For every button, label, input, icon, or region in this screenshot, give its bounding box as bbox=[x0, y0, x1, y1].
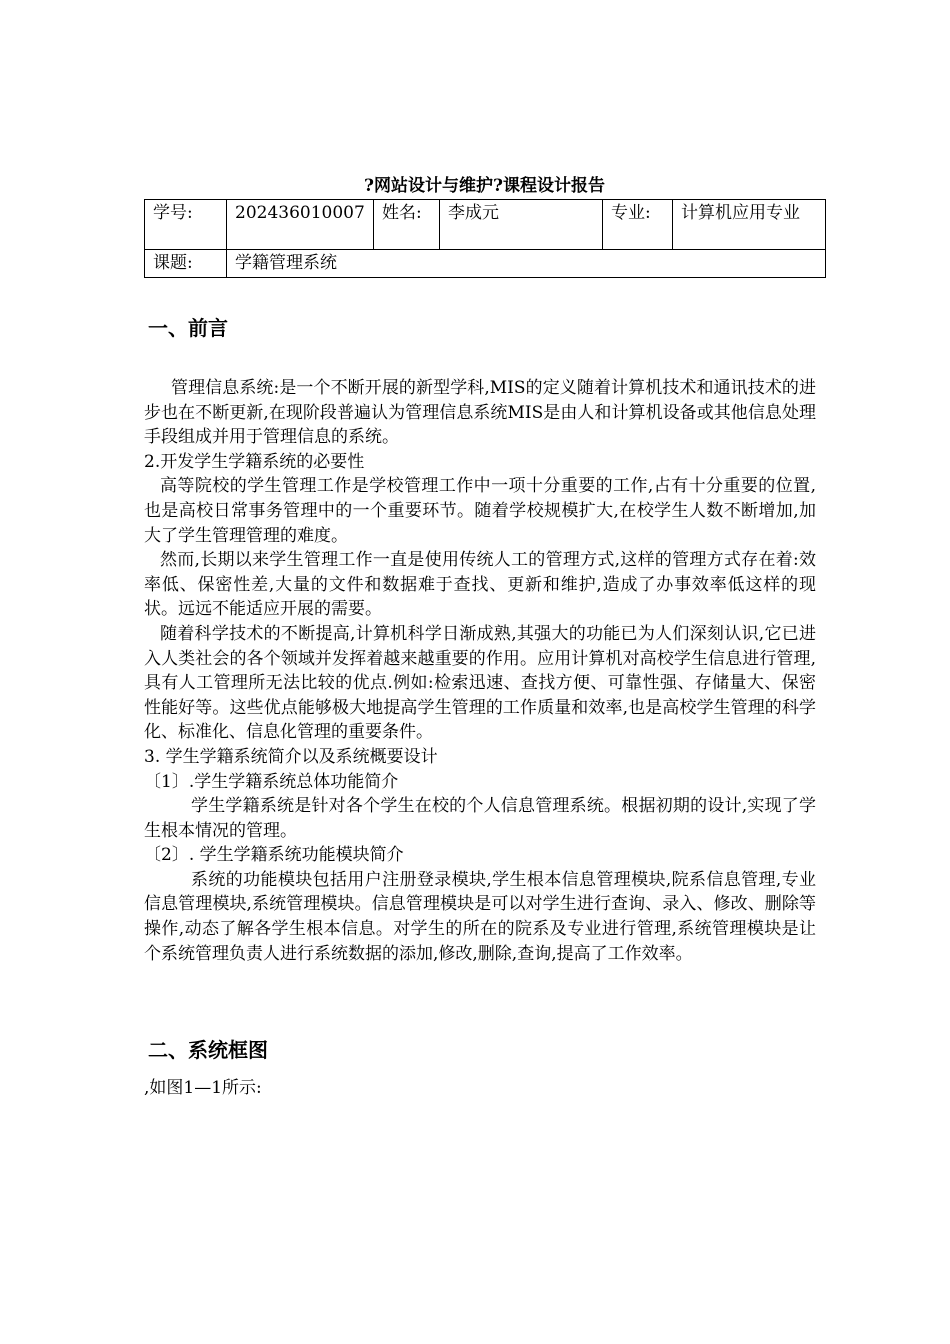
paragraph-current-problems: 然而,长期以来学生管理工作一直是使用传统人工的管理方式,这样的管理方式存在着:效率低、保密性差,大量的文件和数据难于查找、更新和维护,造成了办事效率低这样的现状。远远不能适应开展的需要。 bbox=[144, 550, 816, 620]
subheading-necessity: 2.开发学生学籍系统的必要性 bbox=[144, 451, 365, 472]
student-id-value: 202436010007 bbox=[227, 200, 374, 250]
subheading-modules: 〔2〕. 学生学籍系统功能模块简介 bbox=[144, 845, 404, 866]
paragraph-overall-function: 学生学籍系统是针对各个学生在校的个人信息管理系统。根据初期的设计,实现了学生根本情况的管理。 bbox=[144, 796, 816, 841]
section-heading-system-diagram: 二、系统框图 bbox=[148, 1038, 268, 1062]
preface-body bbox=[144, 376, 816, 966]
paragraph-mis-definition: 管理信息系统:是一个不断开展的新型学科,MIS的定义随着计算机技术和通讯技术的进步也在不断更新,在现阶段普遍认为管理信息系统MIS是由人和计算机设备或其他信息处理手段组成并用于管理信息的系统。 bbox=[144, 378, 816, 448]
major-label: 专业: bbox=[603, 200, 673, 250]
paragraph-computer-advantages: 随着科学技术的不断提高,计算机科学日渐成熟,其强大的功能已为人们深刻认识,它已进入人类社会的各个领域并发挥着越来越重要的作用。应用计算机对高校学生信息进行管理,具有人工管理所无法比较的优点.例如:检索迅速、查找方便、可靠性强、存储量大、保密性能好等。这些优点能够极大地提高学生管理的工作质量和效率,也是高校学生管理的科学化、标准化、信息化管理的重要条件。 bbox=[144, 623, 816, 743]
paragraph-modules: 系统的功能模块包括用户注册登录模块,学生根本信息管理模块,院系信息管理,专业信息管理模块,系统管理模块。信息管理模块是可以对学生进行查询、录入、修改、删除等操作,动态了解各学生根本信息。对学生的所在的院系及专业进行管理,系统管理模块是让个系统管理负责人进行系统数据的添加,修改,删除,查询,提高了工作效率。 bbox=[144, 869, 816, 964]
name-value: 李成元 bbox=[440, 200, 603, 250]
subheading-system-intro: 3. 学生学籍系统简介以及系统概要设计 bbox=[144, 746, 438, 767]
topic-label: 课题: bbox=[145, 250, 227, 278]
figure-reference-text: ,如图1—1所示: bbox=[144, 1078, 262, 1098]
paragraph-importance: 高等院校的学生管理工作是学校管理工作中一项十分重要的工作,占有十分重要的位置,也是高校日常事务管理中的一个重要环节。随着学校规模扩大,在校学生人数不断增加,加大了学生管理管理的难度。 bbox=[144, 476, 816, 546]
name-label: 姓名: bbox=[374, 200, 440, 250]
major-value: 计算机应用专业 bbox=[673, 200, 826, 250]
topic-value: 学籍管理系统 bbox=[227, 250, 826, 278]
student-id-label: 学号: bbox=[145, 200, 227, 250]
document-title: ?网站设计与维护?课程设计报告 bbox=[364, 176, 605, 196]
figure-reference bbox=[144, 1076, 816, 1101]
student-info-table bbox=[144, 199, 826, 278]
subheading-overall-function: 〔1〕.学生学籍系统总体功能简介 bbox=[144, 771, 399, 792]
section-heading-preface: 一、前言 bbox=[148, 316, 228, 340]
